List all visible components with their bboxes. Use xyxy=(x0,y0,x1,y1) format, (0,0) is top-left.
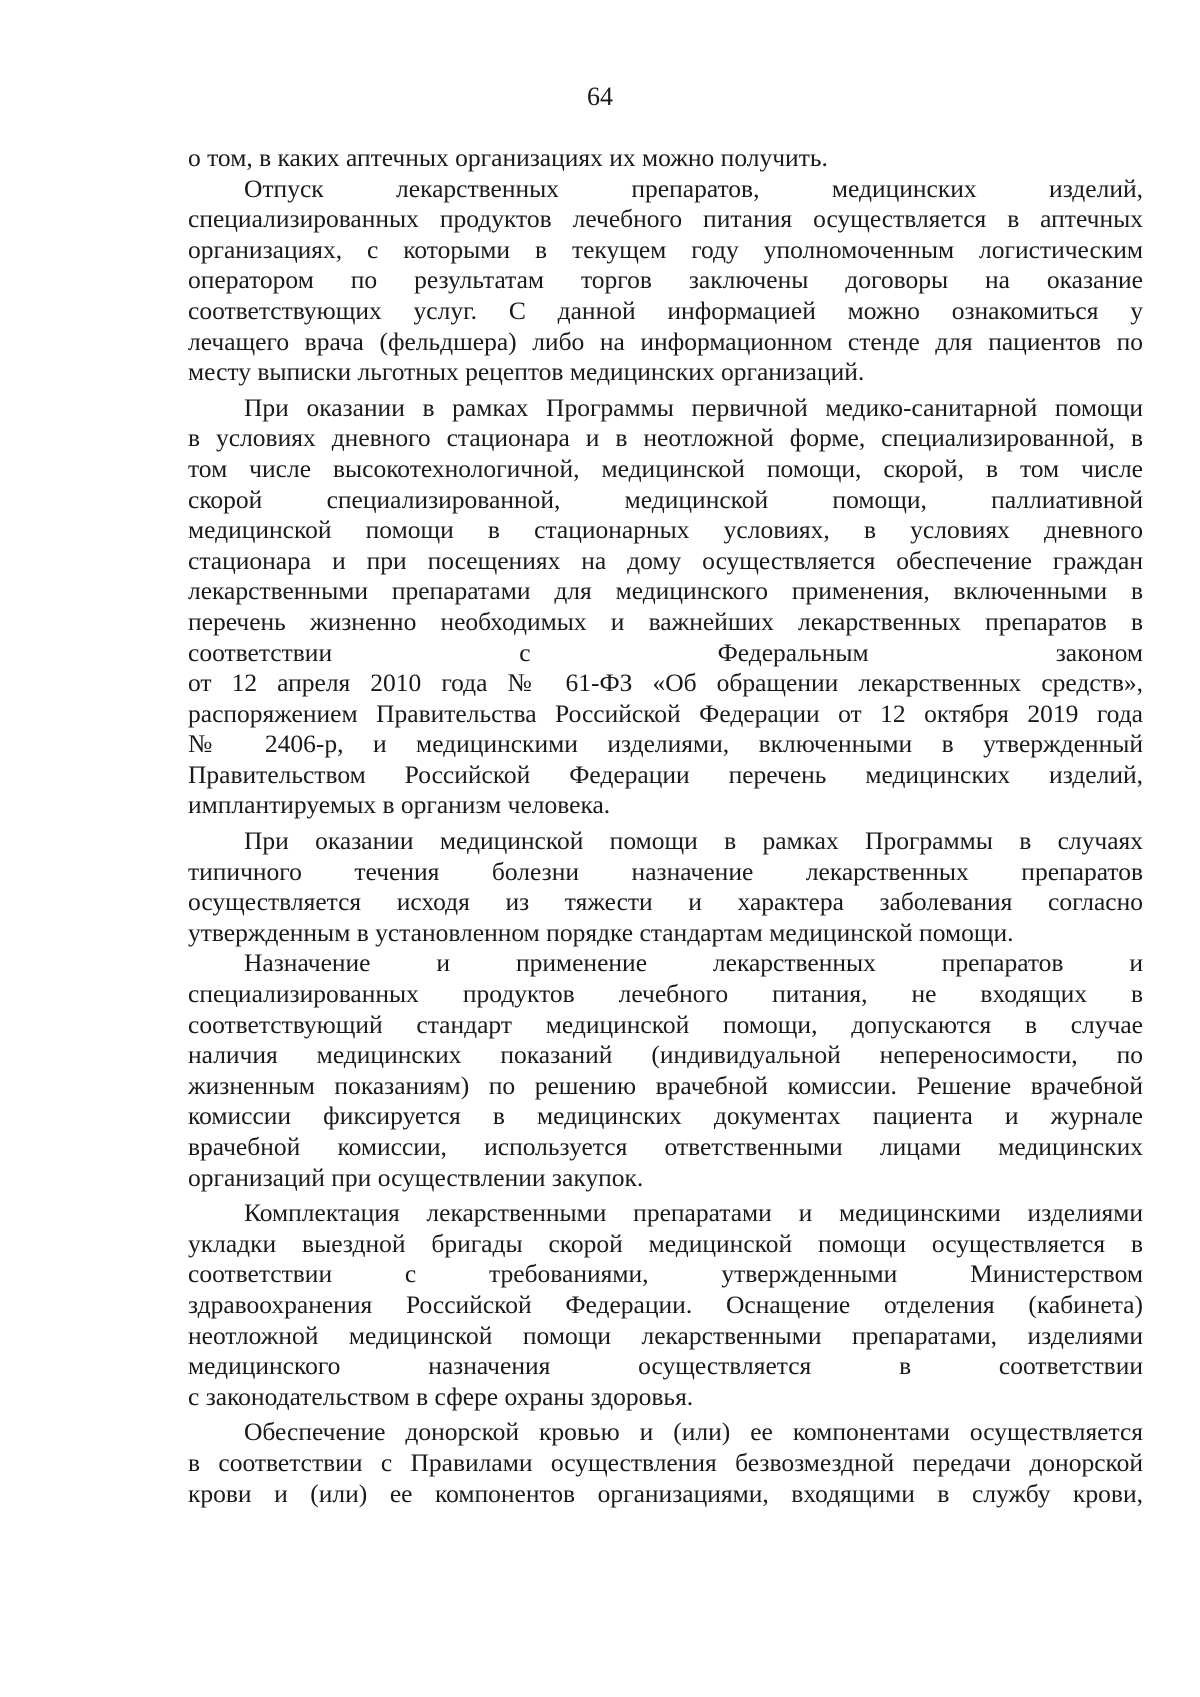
text-line: При оказании в рамках Программы первичной медико-санитарной помощи xyxy=(244,392,1143,422)
text-line: Правительством Российской Федерации перечень медицинских изделий, xyxy=(188,759,1143,789)
text-line: жизненным показаниям) по решению врачебной комиссии. Решение врачебной xyxy=(188,1070,1143,1100)
text-line: лечащего врача (фельдшера) либо на информационном стенде для пациентов по xyxy=(188,326,1143,356)
text-line: месту выписки льготных рецептов медицинских организаций. xyxy=(188,357,865,387)
text-line: соответствии с Федеральным законом xyxy=(188,637,1143,667)
page-number: 64 xyxy=(587,82,613,111)
text-line: лекарственными препаратами для медицинского применения, включенными в xyxy=(188,576,1143,606)
text-line: крови и (или) ее компонентов организациями, входящими в службу крови, xyxy=(188,1478,1143,1508)
text-line: Назначение и применение лекарственных препаратов и xyxy=(244,948,1143,978)
text-line: о том, в каких аптечных организациях их можно получить. xyxy=(188,143,828,172)
text-line: осуществляется исходя из тяжести и характера заболевания согласно xyxy=(188,887,1143,917)
body-text xyxy=(188,143,1143,1509)
text-line: специализированных продуктов лечебного питания осуществляется в аптечных xyxy=(188,204,1143,234)
text-line: медицинского назначения осуществляется в соответствии xyxy=(188,1351,1143,1381)
text-line: типичного течения болезни назначение лекарственных препаратов xyxy=(188,856,1143,886)
text-line: том числе высокотехнологичной, медицинской помощи, скорой, в том числе xyxy=(188,453,1143,483)
text-line: распоряжением Правительства Российской Федерации от 12 октября 2019 года xyxy=(188,698,1143,728)
text-line: соответствующих услуг. С данной информацией можно ознакомиться у xyxy=(188,295,1143,325)
text-line: При оказании медицинской помощи в рамках Программы в случаях xyxy=(244,826,1143,856)
text-line: комиссии фиксируется в медицинских документах пациента и журнале xyxy=(188,1101,1143,1131)
text-line: стационара и при посещениях на дому осуществляется обеспечение граждан xyxy=(188,545,1143,575)
text-line: организаций при осуществлении закупок. xyxy=(188,1162,644,1192)
text-line: соответствующий стандарт медицинской помощи, допускаются в случае xyxy=(188,1009,1143,1039)
text-line: с законодательством в сфере охраны здоровья. xyxy=(188,1381,694,1411)
text-line: оператором по результатам торгов заключены договоры на оказание xyxy=(188,265,1143,295)
text-line: медицинской помощи в стационарных условиях, в условиях дневного xyxy=(188,515,1143,545)
text-line: специализированных продуктов лечебного питания, не входящих в xyxy=(188,979,1143,1009)
text-line: Обеспечение донорской кровью и (или) ее компонентами осуществляется xyxy=(244,1417,1143,1447)
text-line: утвержденным в установленном порядке стандартам медицинской помощи. xyxy=(188,917,1014,947)
text-line: организациях, с которыми в текущем году уполномоченным логистическим xyxy=(188,234,1143,264)
text-line: имплантируемых в организм человека. xyxy=(188,790,611,820)
text-line: Комплектация лекарственными препаратами и медицинскими изделиями xyxy=(244,1198,1143,1228)
text-line: в соответствии с Правилами осуществления безвозмездной передачи донорской xyxy=(188,1447,1143,1477)
text-line: скорой специализированной, медицинской помощи, паллиативной xyxy=(188,484,1143,514)
text-line: здравоохранения Российской Федерации. Оснащение отделения (кабинета) xyxy=(188,1289,1143,1319)
text-line: укладки выездной бригады скорой медицинской помощи осуществляется в xyxy=(188,1228,1143,1258)
text-line: Отпуск лекарственных препаратов, медицинских изделий, xyxy=(244,173,1143,203)
text-line: в условиях дневного стационара и в неотложной форме, специализированной, в xyxy=(188,423,1143,453)
text-line: № 2406-р, и медицинскими изделиями, включенными в утвержденный xyxy=(188,729,1143,759)
text-line: наличия медицинских показаний (индивидуальной непереносимости, по xyxy=(188,1040,1143,1070)
text-line: врачебной комиссии, используется ответственными лицами медицинских xyxy=(188,1132,1143,1161)
text-line: перечень жизненно необходимых и важнейших лекарственных препаратов в xyxy=(188,606,1143,636)
text-line: соответствии с требованиями, утвержденными Министерством xyxy=(188,1259,1143,1289)
text-line: от 12 апреля 2010 года № 61-ФЗ «Об обращении лекарственных средств», xyxy=(188,668,1143,698)
text-line: неотложной медицинской помощи лекарственными препаратами, изделиями xyxy=(188,1320,1143,1350)
